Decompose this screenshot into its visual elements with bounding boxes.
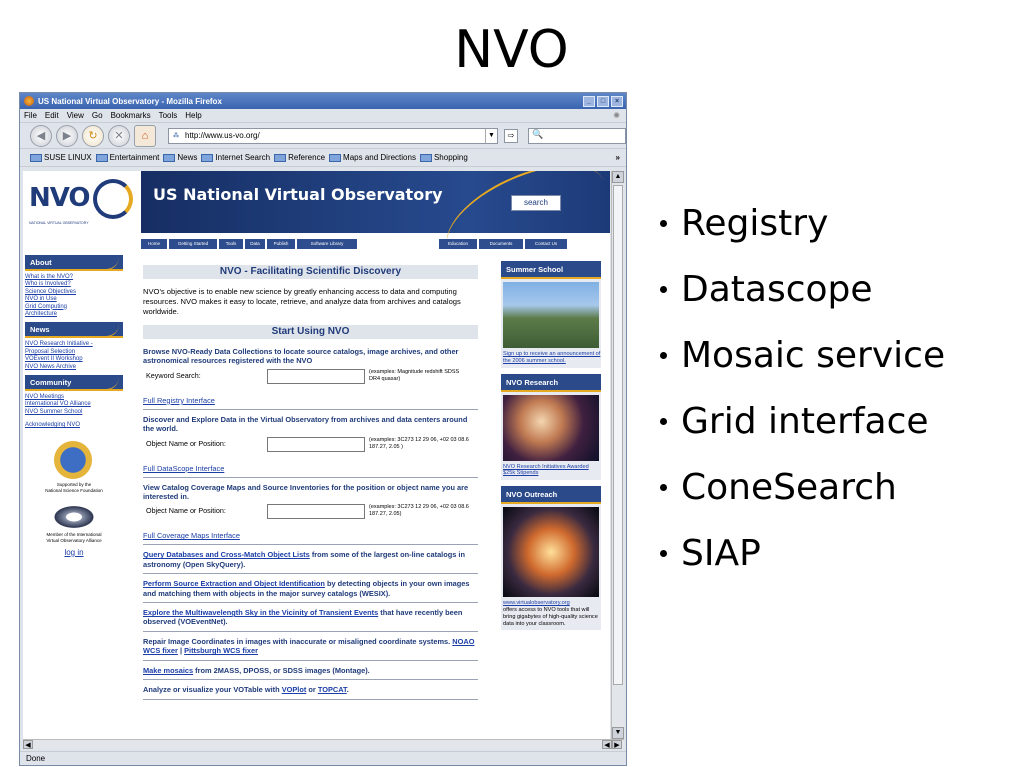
web-page <box>23 171 610 739</box>
site-banner <box>23 171 610 233</box>
datascope-examples: (examples: 3C273 12 29 06, +02 03 08.6 187.27, 2.05 ) <box>369 436 469 450</box>
coverage-block <box>143 483 478 546</box>
page-title: NVO - Facilitating Scientific Discovery <box>143 265 478 279</box>
nebula-image[interactable] <box>503 395 599 461</box>
outreach-link[interactable]: www.virtualobservatory.org <box>503 600 570 607</box>
bullet-dot-icon <box>660 220 667 227</box>
scrollbar-thumb[interactable] <box>613 185 623 685</box>
folder-icon <box>420 154 432 162</box>
votable-text: Analyze or visualize your VOTable with <box>143 685 282 695</box>
url-text: http://www.us-vo.org/ <box>185 131 260 140</box>
votable-block <box>143 685 478 699</box>
scroll-up-icon[interactable]: ▲ <box>612 171 624 183</box>
registry-text: Browse NVO-Ready Data Collections to locate source catalogs, image archives, and other astronomical resources registered with the NVO <box>143 347 459 366</box>
outreach-box <box>501 486 601 630</box>
ivoa-logo-icon[interactable] <box>47 502 101 532</box>
slide-title: NVO <box>454 20 569 80</box>
back-icon[interactable]: ◀ <box>30 125 52 147</box>
query-text: from some of the largest on-line catalogs in astronomy (Open SkyQuery). <box>143 550 465 569</box>
nav-home[interactable]: Home <box>141 239 167 249</box>
datascope-object-input[interactable] <box>267 437 365 452</box>
scroll-down-icon[interactable]: ▼ <box>612 727 624 739</box>
banner-header <box>141 171 610 233</box>
acknowledging-link[interactable]: Acknowledging NVO <box>25 422 81 429</box>
bookmark-shopping[interactable] <box>420 153 468 162</box>
bullet-item <box>660 190 945 256</box>
nav-tools[interactable]: Tools <box>219 239 243 249</box>
object-name-label: Object Name or Position: <box>146 506 226 516</box>
forward-icon[interactable]: ▶ <box>56 125 78 147</box>
logo-text: NVO <box>29 183 90 213</box>
transient-link[interactable]: Explore the Multiwavelength Sky in the Vicinity of Transient Events <box>143 608 379 618</box>
bookmark-internet-search[interactable] <box>201 153 270 162</box>
keyword-search-label: Keyword Search: <box>146 370 201 380</box>
folder-icon <box>163 154 175 162</box>
mosaic-link[interactable]: Make mosaics <box>143 665 194 675</box>
full-coverage-link[interactable]: Full Coverage Maps Interface <box>143 531 240 541</box>
bookmark-reference[interactable] <box>274 153 325 162</box>
full-registry-link[interactable]: Full Registry Interface <box>143 395 215 405</box>
nsf-caption: Supported by the <box>56 481 92 487</box>
intro-text: NVO's objective is to enable new science by greatly enhancing access to data and computing resources. NVO makes it easy to locate, retrieve, and analyze data from archives and catalogs worldwide. <box>143 287 461 316</box>
extract-text: by detecting objects in your own images and matching them with objects in the major survey catalogs (WESIX). <box>143 579 470 598</box>
bookmark-label: Shopping <box>433 153 468 162</box>
nvo-logo[interactable] <box>27 179 137 231</box>
query-block <box>143 550 478 574</box>
repair-block <box>143 637 478 661</box>
transient-text: that have recently been observed (VOEventNet). <box>143 608 463 627</box>
research-link[interactable]: NVO Research Initiatives Awarded $25k Stipends <box>503 463 589 477</box>
pittsburgh-wcs-link[interactable]: Pittsburgh WCS fixer <box>184 646 259 656</box>
sidebar-news-heading: News <box>25 322 123 338</box>
maximize-button[interactable]: □ <box>597 96 609 107</box>
minimize-button[interactable]: _ <box>583 96 595 107</box>
bullet-text: Grid interface <box>681 400 929 442</box>
sidebar-link[interactable]: Who is Involved? <box>25 281 71 288</box>
datascope-block <box>143 415 478 478</box>
folder-icon <box>96 154 108 162</box>
folder-icon <box>329 154 341 162</box>
bullet-text: Registry <box>681 202 829 244</box>
bullet-text: Mosaic service <box>681 334 946 376</box>
firefox-icon <box>24 96 34 106</box>
site-favicon-icon: ⁂ <box>173 133 179 139</box>
bullet-item <box>660 520 945 586</box>
sidebar-link[interactable]: NVO in Use <box>25 296 57 303</box>
bookmark-label: Maps and Directions <box>343 153 416 162</box>
sidebar-link[interactable]: Architecture <box>25 311 58 318</box>
login-link[interactable]: log in <box>64 547 84 557</box>
full-datascope-link[interactable]: Full DataScope Interface <box>143 463 225 473</box>
status-bar: Done <box>20 751 626 765</box>
bullet-item <box>660 322 945 388</box>
sidebar-link[interactable]: Science Objectives <box>25 288 77 295</box>
bullet-item <box>660 388 945 454</box>
nav-getting-started[interactable]: Getting Started <box>169 239 217 249</box>
go-button[interactable]: ⇨ <box>504 129 518 143</box>
topcat-link[interactable]: TOPCAT <box>317 685 347 695</box>
sidebar-link[interactable]: NVO News Archive <box>25 363 77 370</box>
noao-wcs-link[interactable]: NOAO WCS fixer <box>143 636 475 656</box>
sidebar-about-heading: About <box>25 255 123 271</box>
repair-separator: | <box>177 646 185 656</box>
nav-documents[interactable]: Documents <box>479 239 523 249</box>
menu-bar <box>20 109 626 123</box>
throbber-icon: ✺ <box>613 111 620 120</box>
nsf-caption: National Science Foundation <box>45 487 103 493</box>
top-nav <box>141 233 610 251</box>
nav-data[interactable]: Data <box>245 239 265 249</box>
datascope-text: Discover and Explore Data in the Virtual Observatory from archives and data centers around the world. <box>143 414 468 434</box>
sidebar-link[interactable]: Proposal Selection <box>25 348 76 355</box>
bookmarks-toolbar <box>20 149 626 167</box>
menu-help[interactable]: Help <box>185 111 202 120</box>
summer-school-image[interactable] <box>503 282 599 348</box>
sidebar-link[interactable]: What is the NVO? <box>25 274 74 280</box>
object-name-label: Object Name or Position: <box>146 438 226 448</box>
bookmark-label: Reference <box>288 153 326 162</box>
sidebar-link[interactable]: NVO Research Initiative - <box>25 341 93 348</box>
summer-school-box <box>501 261 601 368</box>
scroll-right-icon[interactable]: ▶ <box>612 740 622 749</box>
registry-examples: (examples: Magnitude redshift SDSS DR4 quasar) <box>369 368 460 382</box>
nsf-logo-icon[interactable] <box>51 438 95 482</box>
horizontal-scrollbar[interactable] <box>23 739 624 749</box>
window-title: US National Virtual Observatory - Mozilla Firefox <box>38 96 222 106</box>
bookmark-suse-linux[interactable] <box>30 153 92 162</box>
logo-subtitle: NATIONAL VIRTUAL OBSERVATORY <box>29 221 89 225</box>
community-links <box>25 394 123 430</box>
ivoa-caption: Member of the International <box>46 531 102 537</box>
summer-school-heading: Summer School <box>501 261 601 279</box>
menu-go[interactable]: Go <box>91 111 103 120</box>
bullet-text: ConeSearch <box>681 466 897 508</box>
bullet-text: Datascope <box>681 268 873 310</box>
sidebar-link[interactable]: NVO Meetings <box>25 394 65 401</box>
url-dropdown-icon[interactable]: ▼ <box>485 129 497 143</box>
logo-ring-icon <box>93 179 133 219</box>
left-sidebar <box>25 255 123 557</box>
scroll-left-end-icon[interactable]: ◀ <box>602 740 612 749</box>
right-sidebar <box>501 261 601 636</box>
bullet-list <box>660 190 945 586</box>
coverage-examples: (examples: 3C273 12 29 06, +02 03 08.6 187.27, 2.05) <box>369 504 469 518</box>
bookmark-entertainment[interactable] <box>96 153 160 162</box>
extract-link[interactable]: Perform Source Extraction and Object Identification <box>143 579 325 589</box>
site-search-button[interactable]: search <box>511 195 561 211</box>
folder-icon <box>201 154 213 162</box>
sidebar-link[interactable]: Grid Computing <box>25 303 68 310</box>
keyword-search-input[interactable] <box>267 369 365 384</box>
chevron-right-icon[interactable]: » <box>615 153 620 162</box>
home-icon[interactable]: ⌂ <box>134 125 156 147</box>
research-box <box>501 374 601 481</box>
voplot-link[interactable]: VOPlot <box>281 685 307 695</box>
stop-icon[interactable]: ✕ <box>108 125 130 147</box>
nav-education[interactable]: Education <box>439 239 477 249</box>
transient-block <box>143 608 478 632</box>
navigation-toolbar <box>20 123 626 149</box>
main-content <box>143 265 478 705</box>
section-title: Start Using NVO <box>143 325 478 339</box>
sidebar-community-heading: Community <box>25 375 123 391</box>
bullet-dot-icon <box>660 418 667 425</box>
menu-edit[interactable]: Edit <box>44 111 59 120</box>
bullet-item <box>660 454 945 520</box>
banner-title: US National Virtual Observatory <box>153 185 443 204</box>
votable-end: . <box>346 685 349 695</box>
ivoa-caption: Virtual Observatory Alliance <box>46 537 102 543</box>
votable-or: or <box>306 685 318 695</box>
menu-bookmarks[interactable]: Bookmarks <box>110 111 151 120</box>
outreach-heading: NVO Outreach <box>501 486 601 504</box>
menu-file[interactable]: File <box>24 111 37 120</box>
mosaic-text: from 2MASS, DPOSS, or SDSS images (Montage). <box>193 665 370 675</box>
nav-publish[interactable]: Publish <box>267 239 295 249</box>
vertical-scrollbar[interactable] <box>611 171 624 739</box>
bullet-dot-icon <box>660 550 667 557</box>
sidebar-link[interactable]: VOEvent II Workshop <box>25 356 83 363</box>
news-links <box>25 341 123 371</box>
url-bar[interactable] <box>168 128 498 144</box>
bookmark-label: News <box>177 153 198 162</box>
bookmark-label: Entertainment <box>109 153 160 162</box>
registry-block <box>143 347 478 410</box>
bookmark-news[interactable] <box>163 153 197 162</box>
folder-icon <box>274 154 286 162</box>
bullet-dot-icon <box>660 484 667 491</box>
nav-contact-us[interactable]: Contact Us <box>525 239 567 249</box>
sidebar-link[interactable]: International VO Alliance <box>25 401 91 408</box>
bookmark-maps[interactable] <box>329 153 416 162</box>
close-button[interactable]: × <box>611 96 623 107</box>
bookmark-label: Internet Search <box>215 153 271 162</box>
crab-nebula-image[interactable] <box>503 507 599 597</box>
menu-view[interactable]: View <box>66 111 84 120</box>
bullet-item <box>660 256 945 322</box>
query-link[interactable]: Query Databases and Cross-Match Object Lists <box>143 550 310 560</box>
mosaic-block <box>143 666 478 680</box>
reload-icon[interactable]: ↻ <box>82 125 104 147</box>
search-icon: 🔍 <box>532 128 544 139</box>
bookmark-label: SUSE LINUX <box>44 153 92 162</box>
menu-tools[interactable]: Tools <box>158 111 178 120</box>
bullet-dot-icon <box>660 352 667 359</box>
browser-window <box>19 92 627 766</box>
bullet-dot-icon <box>660 286 667 293</box>
summer-school-link[interactable]: Sign up to receive an announcement of the 2006 summer school. <box>503 351 601 364</box>
sidebar-link[interactable]: NVO Summer School <box>25 408 83 415</box>
coverage-text: View Catalog Coverage Maps and Source Inventories for the position or object name you are interested in. <box>143 482 469 502</box>
extract-block <box>143 579 478 603</box>
scroll-left-icon[interactable]: ◀ <box>23 740 33 749</box>
about-links <box>25 274 123 318</box>
bullet-text: SIAP <box>681 532 761 574</box>
coverage-object-input[interactable] <box>267 504 365 519</box>
outreach-text: offers access to NVO tools that will bring gigabytes of high-quality science data into your classroom. <box>503 606 598 627</box>
search-bar[interactable] <box>528 128 626 144</box>
folder-icon <box>30 154 42 162</box>
nav-software-library[interactable]: Software Library <box>297 239 357 249</box>
research-heading: NVO Research <box>501 374 601 392</box>
repair-text: Repair Image Coordinates in images with inaccurate or misaligned coordinate systems. <box>143 636 453 646</box>
window-titlebar[interactable] <box>20 93 626 109</box>
